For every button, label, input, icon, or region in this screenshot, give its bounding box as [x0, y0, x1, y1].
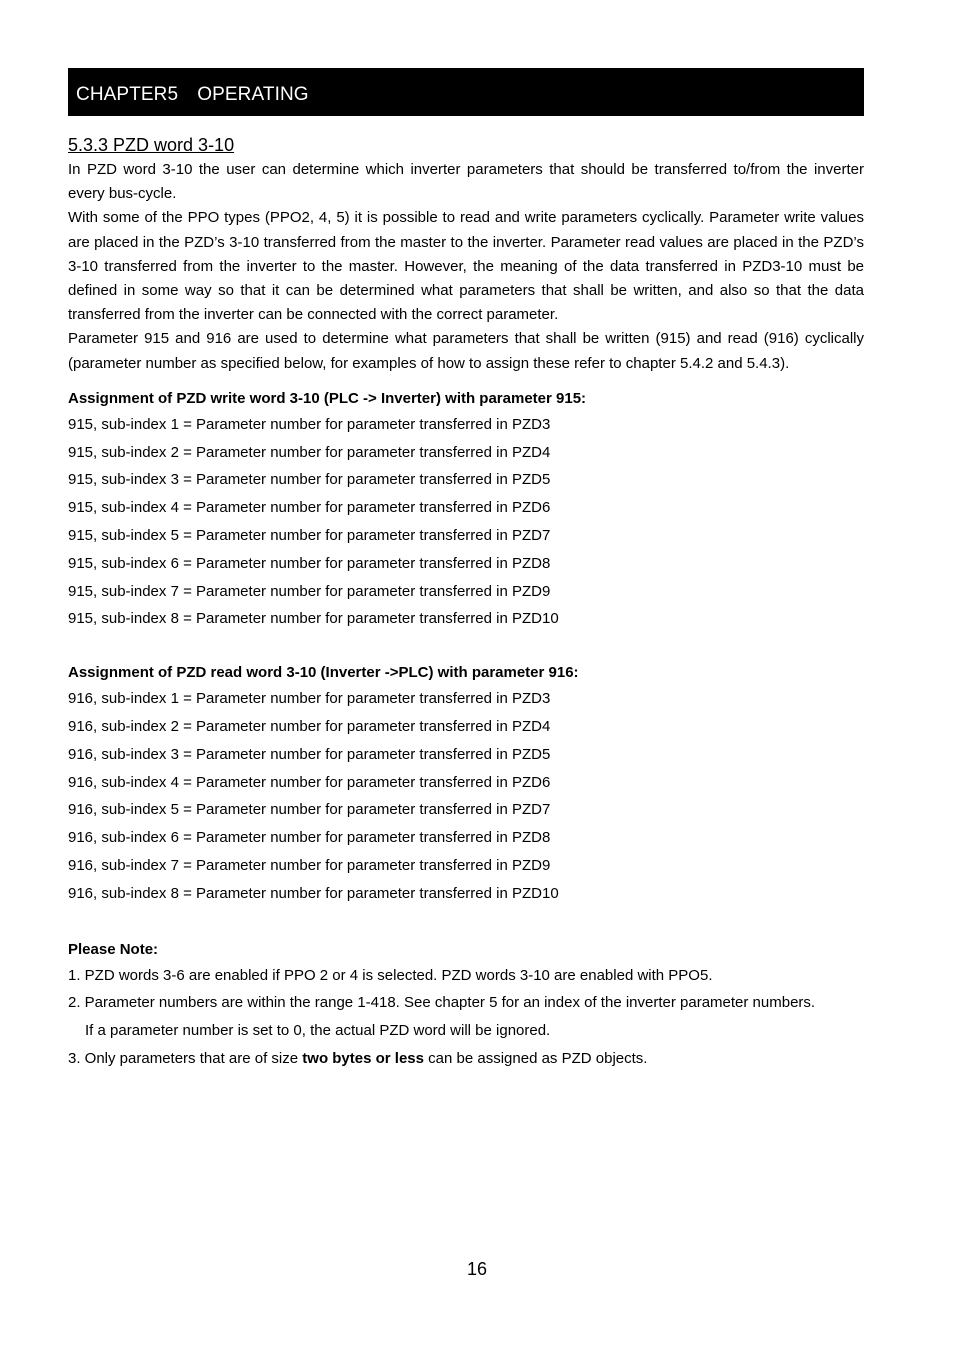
note-1: 1. PZD words 3-6 are enabled if PPO 2 or 4 is selected. PZD words 3-10 are enabled with PPO5. [68, 966, 713, 984]
list-item: 915, sub-index 3 = Parameter number for parameter transferred in PZD5 [68, 471, 551, 489]
list-item: 915, sub-index 4 = Parameter number for parameter transferred in PZD6 [68, 499, 551, 517]
section-title: 5.3.3 PZD word 3-10 [68, 135, 235, 155]
note-3 [68, 1045, 864, 1073]
notes-heading: Please Note: [68, 940, 159, 958]
page-number: 16 [466, 1259, 488, 1279]
list-item: 915, sub-index 1 = Parameter number for parameter transferred in PZD3 [68, 415, 551, 433]
write-assignment-list [68, 411, 864, 633]
note-3-emphasis: two bytes or less [302, 1049, 424, 1067]
list-item: 916, sub-index 1 = Parameter number for parameter transferred in PZD3 [68, 690, 551, 708]
list-item: 916, sub-index 2 = Parameter number for parameter transferred in PZD4 [68, 718, 551, 735]
list-item: 915, sub-index 6 = Parameter number for parameter transferred in PZD8 [68, 554, 551, 572]
note-3-text-start: 3. Only parameters that are of size [68, 1049, 303, 1067]
page-content [68, 68, 864, 1073]
paragraph-intro: In PZD word 3-10 the user can determine which inverter parameters that should be transferred to/from the inverter every bus-cycle. [68, 161, 864, 203]
list-item: 916, sub-index 8 = Parameter number for parameter transferred in PZD10 [68, 884, 559, 902]
note-2 [68, 989, 864, 1045]
list-item: 916, sub-index 3 = Parameter number for parameter transferred in PZD5 [68, 745, 551, 763]
paragraph-ppo-types: With some of the PPO types (PPO2, 4, 5) it is possible to read and write parameters cyclically. Parameter write values are placed in the PZD’s 3-10 transferred from the master to the inverter. Parameter read values are placed in the PZD’s 3-10 transferred from the inverter to the master. However, the meaning of the data transferred in PZD3-10 must be defined in some way so that it can be determined what parameters that shall be written, and also so that the data transferred from the inverter can be connected with the correct parameter. [68, 209, 864, 324]
list-item: 916, sub-index 4 = Parameter number for parameter transferred in PZD6 [68, 773, 551, 791]
write-assignment-heading: Assignment of PZD write word 3-10 (PLC -> Inverter) with parameter 915: [68, 389, 587, 407]
read-assignment-list [68, 685, 864, 907]
chapter-title: CHAPTER5 OPERATING [76, 83, 309, 105]
read-assignment-heading: Assignment of PZD read word 3-10 (Inverter ->PLC) with parameter 916: [68, 664, 579, 682]
note-3-text-end: can be assigned as PZD objects. [424, 1049, 648, 1067]
list-item: 916, sub-index 5 = Parameter number for parameter transferred in PZD7 [68, 801, 551, 819]
list-item: 915, sub-index 2 = Parameter number for parameter transferred in PZD4 [68, 443, 551, 461]
list-item: 915, sub-index 7 = Parameter number for parameter transferred in PZD9 [68, 582, 551, 600]
note-2-line-1: 2. Parameter numbers are within the range 1-418. See chapter 5 for an index of the inverter parameter numbers. [68, 994, 816, 1012]
list-item: 915, sub-index 8 = Parameter number for parameter transferred in PZD10 [68, 610, 559, 628]
list-item: 915, sub-index 5 = Parameter number for parameter transferred in PZD7 [68, 527, 551, 545]
paragraph-parameters-915-916: Parameter 915 and 916 are used to determine what parameters that shall be written (915) and read (916) cyclically (parameter number as specified below, for examples of how to assign these refer to chapter 5.4.2 and 5.4.3). [68, 330, 864, 372]
chapter-header-bar [68, 68, 864, 116]
note-2-line-2: If a parameter number is set to 0, the actual PZD word will be ignored. [85, 1022, 551, 1040]
list-item: 916, sub-index 6 = Parameter number for parameter transferred in PZD8 [68, 829, 551, 847]
list-item: 916, sub-index 7 = Parameter number for parameter transferred in PZD9 [68, 856, 551, 874]
